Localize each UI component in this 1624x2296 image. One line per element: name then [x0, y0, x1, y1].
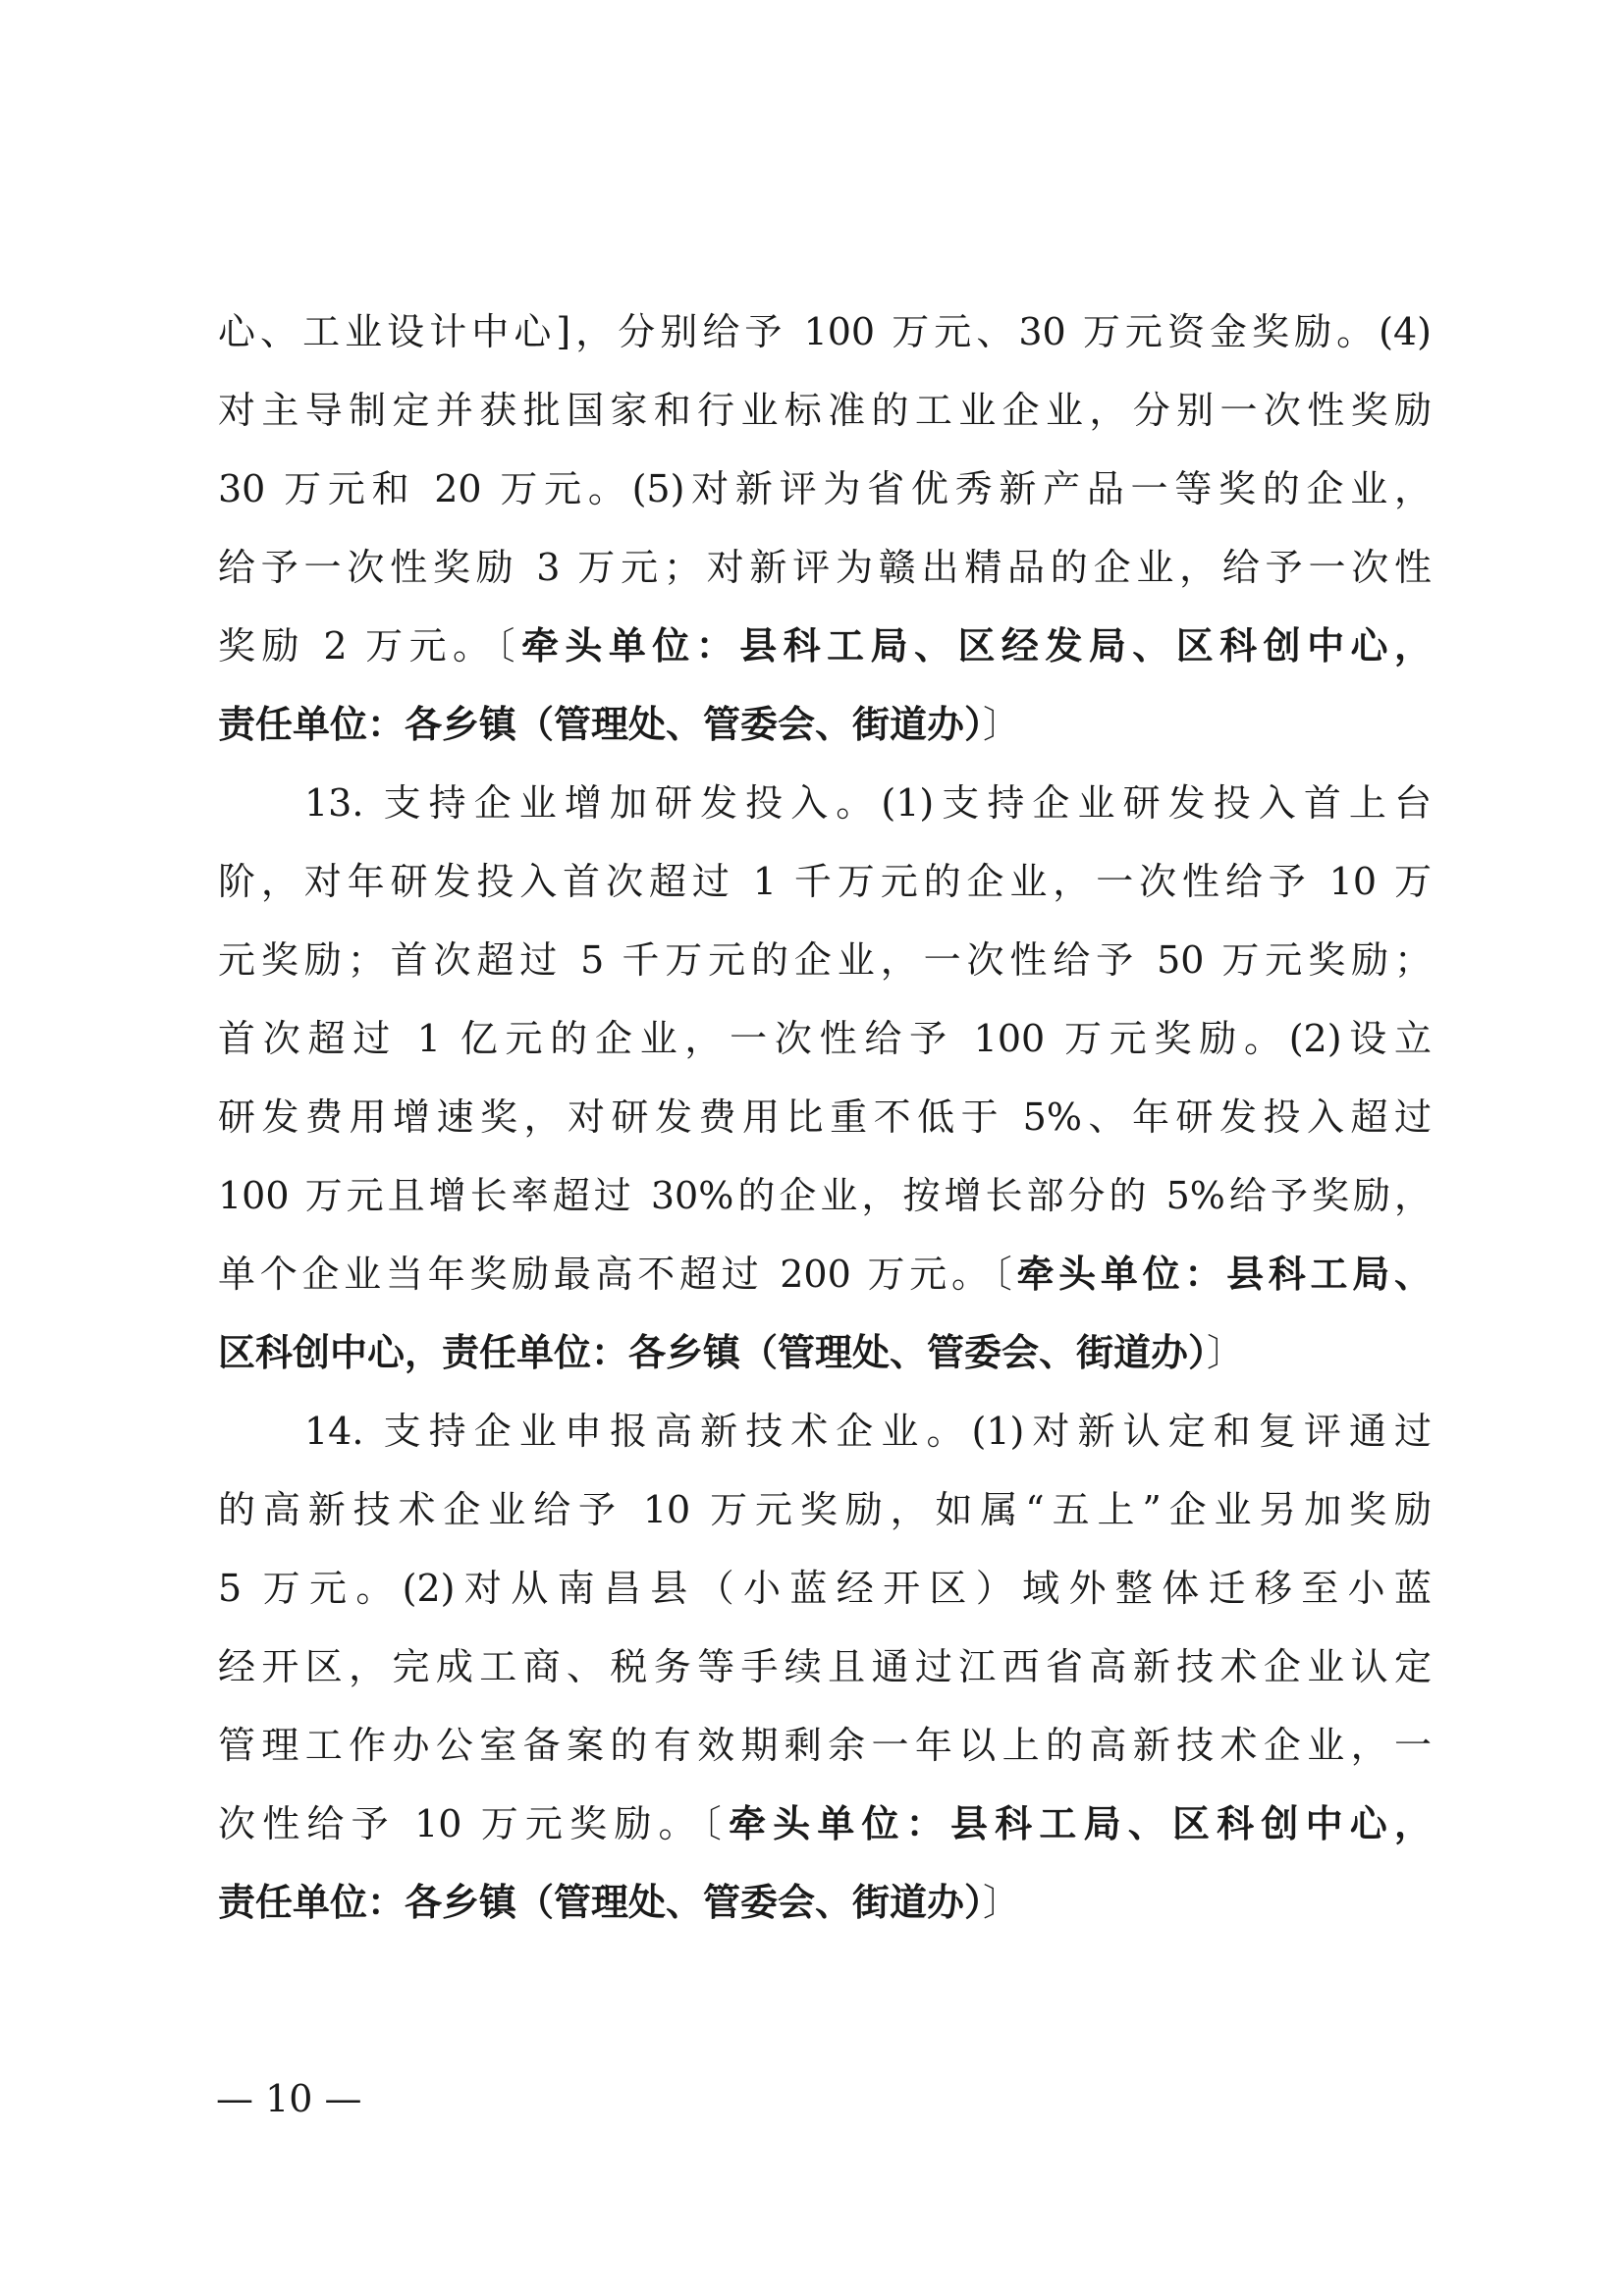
text-line: 研发费用增速奖，对研发费用比重不低于 5%、年研发投入超过: [218, 1095, 1432, 1139]
responsible-unit-text: 区科创中心，责任单位：各乡镇（管理处、管委会、街道办）: [218, 1331, 1208, 1374]
lead-unit-text: 牵头单位：县科工局、区经发局、区科创中心，: [520, 624, 1432, 667]
text-line: 次性给予 10 万元奖励。〔牵头单位：县科工局、区科创中心，: [218, 1802, 1432, 1845]
text-line: 的高新技术企业给予 10 万元奖励，如属“五上”企业另加奖励: [218, 1488, 1432, 1531]
paragraph-1: [218, 293, 1432, 764]
lead-unit-text: 牵头单位：县科工局、: [1016, 1253, 1432, 1296]
page-number: — 10 —: [216, 2077, 362, 2120]
text-line: 心、工业设计中心]，分别给予 100 万元、30 万元资金奖励。(4): [218, 310, 1432, 353]
text-line: 阶，对年研发投入首次超过 1 千万元的企业，一次性给予 10 万: [218, 860, 1432, 903]
paragraph-14: [218, 1392, 1432, 1942]
text-line: 13. 支持企业增加研发投入。(1)支持企业研发投入首上台: [304, 781, 1432, 825]
text-line: 5 万元。(2)对从南昌县（小蓝经开区）域外整体迁移至小蓝: [218, 1567, 1432, 1610]
text-line: 责任单位：各乡镇（管理处、管委会、街道办）〕: [218, 703, 1021, 746]
text-line: 给予一次性奖励 3 万元；对新评为赣出精品的企业，给予一次性: [218, 546, 1432, 589]
responsible-unit-text: 责任单位：各乡镇（管理处、管委会、街道办）: [218, 703, 984, 746]
text-line: 区科创中心，责任单位：各乡镇（管理处、管委会、街道办）〕: [218, 1331, 1245, 1374]
text-line: 30 万元和 20 万元。(5)对新评为省优秀新产品一等奖的企业，: [218, 467, 1432, 510]
text-line: 对主导制定并获批国家和行业标准的工业企业，分别一次性奖励: [218, 389, 1432, 432]
text-line: 元奖励；首次超过 5 千万元的企业，一次性给予 50 万元奖励；: [218, 938, 1432, 982]
text-line: 首次超过 1 亿元的企业，一次性给予 100 万元奖励。(2)设立: [218, 1017, 1432, 1060]
document-body: [218, 293, 1432, 1942]
text-line: 14. 支持企业申报高新技术企业。(1)对新认定和复评通过: [304, 1410, 1432, 1453]
paragraph-13: [218, 764, 1432, 1392]
lead-unit-text: 牵头单位：县科工局、区科创中心，: [728, 1802, 1432, 1845]
text-line: 100 万元且增长率超过 30%的企业，按增长部分的 5%给予奖励，: [218, 1174, 1432, 1217]
responsible-unit-text: 责任单位：各乡镇（管理处、管委会、街道办）: [218, 1881, 984, 1924]
text-line: 管理工作办公室备案的有效期剩余一年以上的高新技术企业，一: [218, 1724, 1432, 1767]
text-line: 责任单位：各乡镇（管理处、管委会、街道办）〕: [218, 1881, 1021, 1924]
text-line: 单个企业当年奖励最高不超过 200 万元。〔牵头单位：县科工局、: [218, 1253, 1432, 1296]
text-line: 经开区，完成工商、税务等手续且通过江西省高新技术企业认定: [218, 1645, 1432, 1688]
text-line: 奖励 2 万元。〔牵头单位：县科工局、区经发局、区科创中心，: [218, 624, 1432, 667]
